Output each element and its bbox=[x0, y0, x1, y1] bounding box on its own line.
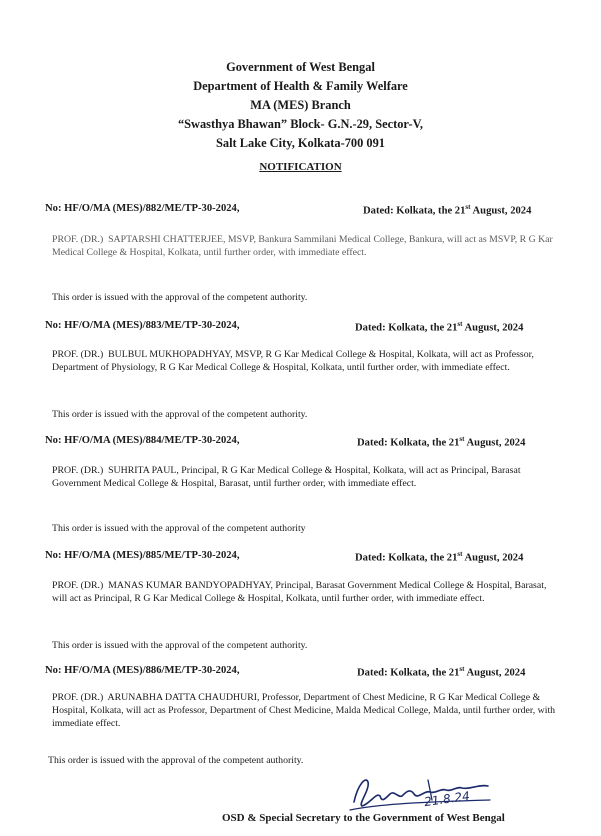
letterhead-department: Department of Health & Family Welfare bbox=[193, 79, 408, 93]
order-approval-note: This order is issued with the approval of the competent authority. bbox=[52, 409, 308, 420]
order-text bbox=[52, 464, 562, 490]
order-date: Dated: Kolkata, the 21st August, 2024 bbox=[357, 665, 526, 679]
order-date: Dated: Kolkata, the 21st August, 2024 bbox=[355, 320, 524, 334]
order-approval-note: This order is issued with the approval of the competent authority. bbox=[48, 755, 304, 766]
order-number: No: HF/O/MA (MES)/883/ME/TP-30-2024, bbox=[45, 320, 240, 331]
order-number: No: HF/O/MA (MES)/882/ME/TP-30-2024, bbox=[45, 203, 240, 214]
letterhead-government: Government of West Bengal bbox=[226, 60, 375, 74]
order-approval-note: This order is issued with the approval of the competent authority. bbox=[52, 640, 308, 651]
order-text bbox=[52, 579, 562, 605]
signature-date: 21.8.24 bbox=[423, 788, 471, 810]
order-person: PROF. (DR.) SUHRITA PAUL bbox=[52, 465, 177, 476]
signatory-designation: OSD & Special Secretary to the Government of West Bengal bbox=[222, 812, 505, 824]
order-date: Dated: Kolkata, the 21st August, 2024 bbox=[357, 435, 526, 449]
order-person: PROF. (DR.) SAPTARSHI CHATTERJEE bbox=[52, 234, 223, 245]
order-person: PROF. (DR.) MANAS KUMAR BANDYOPADHYAY bbox=[52, 580, 271, 591]
notification-title: NOTIFICATION bbox=[259, 161, 342, 173]
order-details: , Professor, Department of Chest Medicine, R G Kar Medical College & Hospital, Kolkata, will act as Professor, Department of Chest Medicine, Malda Medical College, Malda, until further order, with immediate effect. bbox=[52, 692, 556, 729]
order-text bbox=[52, 348, 562, 374]
order-details: , MSVP, R G Kar Medical College & Hospital, Kolkata, will act as Professor, Department of Physiology, R G Kar Medical College & Hospital, Kolkata, until further order, with immediate effect. bbox=[52, 349, 534, 373]
order-number: No: HF/O/MA (MES)/886/ME/TP-30-2024, bbox=[45, 665, 240, 676]
order-date: Dated: Kolkata, the 21st August, 2024 bbox=[363, 203, 532, 217]
order-text bbox=[52, 691, 562, 730]
order-approval-note: This order is issued with the approval of the competent authority. bbox=[52, 292, 308, 303]
letterhead-address-city: Salt Lake City, Kolkata-700 091 bbox=[215, 136, 385, 150]
order-text bbox=[52, 233, 562, 259]
letterhead-branch: MA (MES) Branch bbox=[250, 98, 351, 112]
order-person: PROF. (DR.) ARUNABHA DATTA CHAUDHURI bbox=[52, 692, 258, 703]
order-number: No: HF/O/MA (MES)/885/ME/TP-30-2024, bbox=[45, 550, 240, 561]
order-person: PROF. (DR.) BULBUL MUKHOPADHYAY bbox=[52, 349, 231, 360]
letterhead bbox=[0, 58, 601, 153]
order-details: , MSVP, Bankura Sammilani Medical College, Bankura, will act as MSVP, R G Kar Medical College & Hospital, Kolkata, until further order, with immediate effect. bbox=[52, 234, 553, 258]
order-details: , Principal, Barasat Government Medical College & Hospital, Barasat, will act as Principal, R G Kar Medical College & Hospital, Kolkata, until further order, with immediate effect. bbox=[52, 580, 547, 604]
order-date: Dated: Kolkata, the 21st August, 2024 bbox=[355, 550, 524, 564]
letterhead-address-block: “Swasthya Bhawan” Block- G.N.-29, Sector-V, bbox=[177, 117, 424, 131]
order-approval-note: This order is issued with the approval of the competent authority bbox=[52, 523, 306, 534]
order-details: , Principal, R G Kar Medical College & Hospital, Kolkata, will act as Principal, Barasat Government Medical College & Hospital, Barasat, until further order, with immediate effect. bbox=[52, 465, 521, 489]
order-number: No: HF/O/MA (MES)/884/ME/TP-30-2024, bbox=[45, 435, 240, 446]
